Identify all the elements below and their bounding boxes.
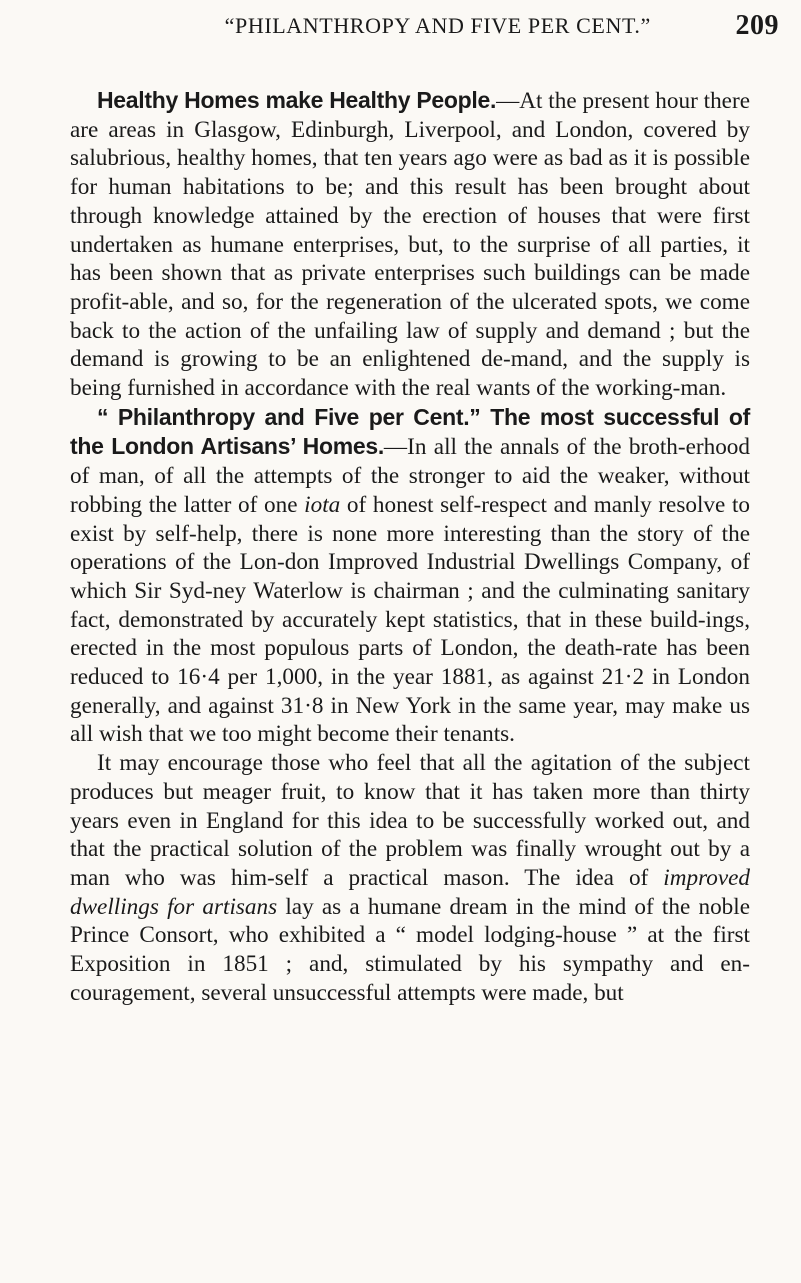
italic-text: iota bbox=[304, 491, 341, 518]
paragraph-text: —At the present hour there are areas in Glasgow, Edinburgh, Liverpool, and London, covered by salubrious, healthy homes, that ten years ago were as bad as it is possible for human habitations to be; and this result has been brought about through knowledge attained by the erection of houses that were first undertaken as humane enterprises, but, to the surprise of all parties, it has been shown that as private enterprises such buildings can be made profit-able, and so, for the regeneration of the ulcerated spots, we come back to the action of the unfailing law of supply and demand ; but the demand is growing to be an enlightened de-mand, and the supply is being furnished in accordance with the real wants of the working-man. bbox=[70, 88, 750, 402]
paragraph-text: —In all the annals of the broth-erhood of man, of all the attempts of the stronger to aid the weaker, without robbing the latter of one bbox=[70, 434, 750, 518]
paragraph-text: It may encourage those who feel that all the agitation of the subject produces but meager fruit, to know that it has taken more than thirty years even in England for this idea to be successfully worked out, and that the practical solution of the problem was finally wrought out by a man who was him-self a practical mason. The idea of bbox=[70, 750, 750, 891]
paragraph-encourage bbox=[70, 749, 750, 1007]
paragraph-healthy-homes bbox=[70, 86, 750, 403]
section-heading-philanthropy: “ Philanthropy and Five per Cent.” The most successful of the London Artisans’ Homes. bbox=[70, 403, 750, 460]
running-title: “PHILANTHROPY AND FIVE PER CENT.” bbox=[224, 13, 651, 38]
section-heading-healthy-homes: Healthy Homes make Healthy People. bbox=[97, 87, 497, 113]
paragraph-text: lay as a humane dream in the mind of the noble Prince Consort, who exhibited a “ model lodging-house ” at the first Exposition in 1851 ; and, stimulated by his sympathy and en-couragement, several unsuccessful attempts were made, but bbox=[70, 893, 750, 1006]
page-number: 209 bbox=[735, 10, 779, 41]
running-head bbox=[170, 6, 779, 46]
italic-text: improved dwellings for artisans bbox=[70, 864, 750, 920]
paragraph-text: of honest self-respect and manly resolve to exist by self-help, there is none more interesting than the story of the operations of the Lon-don Improved Industrial Dwellings Company, of which Sir Syd-ney Waterlow is chairman ; and the culminating sanitary fact, demonstrated by accurately kept statistics, that in these build-ings, erected in the most populous parts of London, the death-rate has been reduced to 16·4 per 1,000, in the year 1881, as against 21·2 in London generally, and against 31·8 in New York in the same year, may make us all wish that we too might become their tenants. bbox=[70, 491, 750, 748]
body-text bbox=[70, 86, 750, 1008]
paragraph-philanthropy bbox=[70, 403, 750, 749]
